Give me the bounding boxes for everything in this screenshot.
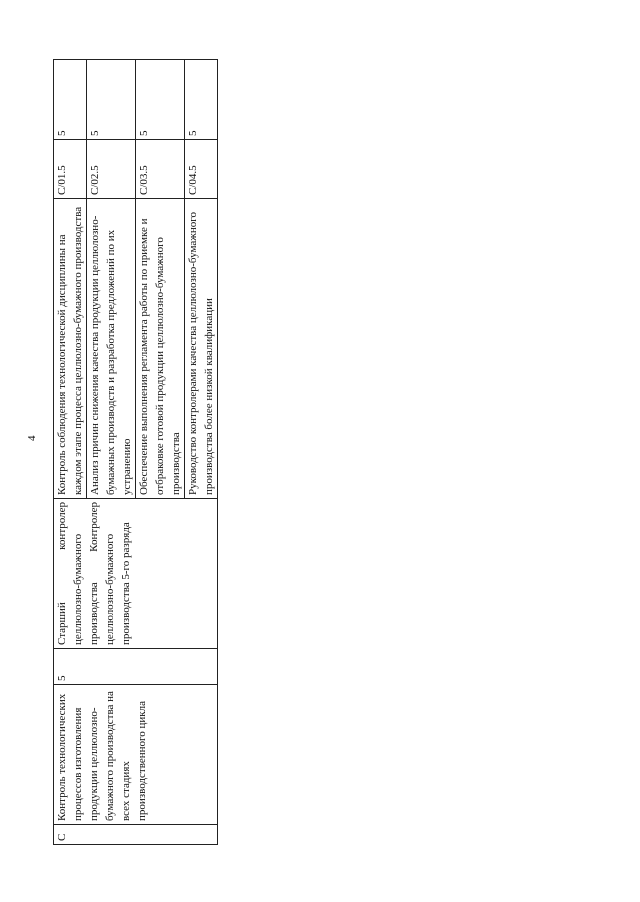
functions-table xyxy=(53,59,218,845)
functions-table-rotated xyxy=(53,60,298,845)
lf-code-cell: C/04.5 xyxy=(185,140,218,199)
lf-level-cell: 5 xyxy=(136,60,185,140)
lf-level-cell: 5 xyxy=(54,60,87,140)
gf-code-cell: C xyxy=(54,825,218,845)
lf-code-cell: C/03.5 xyxy=(136,140,185,199)
lf-code-cell: C/01.5 xyxy=(54,140,87,199)
gf-level-cell: 5 xyxy=(54,649,218,685)
lf-name-cell: Контроль соблюдения технологической дисциплины на каждом этапе процесса целлюлозно-бумажного производства xyxy=(54,199,87,499)
lf-name-cell: Обеспечение выполнения регламента работы по приемке и отбраковке готовой продукции целлюлозно-бумажного производства xyxy=(136,199,185,499)
lf-level-cell: 5 xyxy=(87,60,136,140)
table-row xyxy=(54,60,87,845)
job-titles-cell: Старший контролер целлюлозно-бумажного производства Контролер целлюлозно-бумажного производства 5-го разряда xyxy=(54,499,218,649)
lf-name-cell: Анализ причин снижения качества продукции целлюлозно-бумажных производств и разработка предложений по их устранению xyxy=(87,199,136,499)
gf-name-cell: Контроль технологических процессов изготовления продукции целлюлозно-бумажного производства на всех стадиях производственного цикла xyxy=(54,685,218,825)
page-number: 4 xyxy=(26,435,38,441)
lf-name-cell: Руководство контролерами качества целлюлозно-бумажного производства более низкой квалификации xyxy=(185,199,218,499)
lf-level-cell: 5 xyxy=(185,60,218,140)
lf-code-cell: C/02.5 xyxy=(87,140,136,199)
